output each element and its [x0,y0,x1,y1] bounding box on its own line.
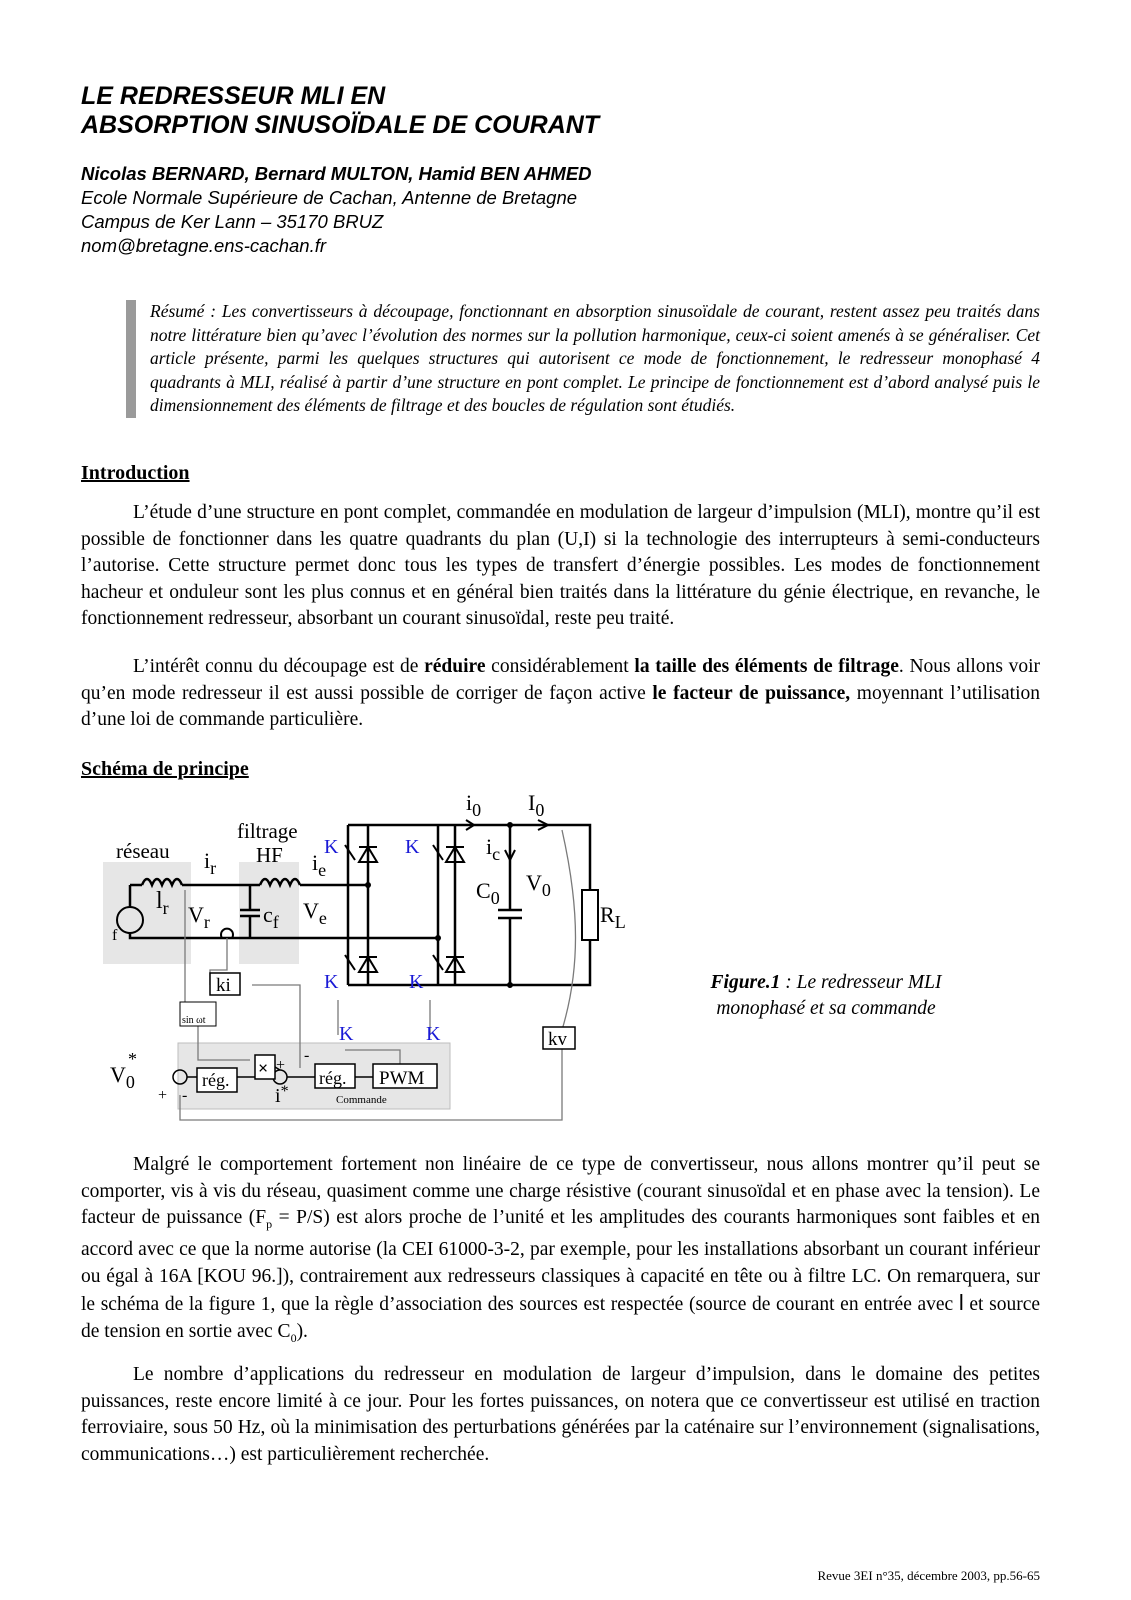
label-times: × [258,1058,269,1078]
bridge-wires [348,825,552,985]
author-institution: Ecole Normale Supérieure de Cachan, Antenne de Bretagne [81,187,578,208]
label-pwm: PWM [379,1068,425,1089]
label-lr: $l_r$ [156,888,169,918]
label-k-6: K [426,1023,441,1045]
author-block [81,162,592,258]
title-line-2: ABSORPTION SINUSOÏDALE DE COURANT [81,111,600,139]
label-cf: $c_f$ [263,902,279,932]
label-minus-2: - [304,1047,310,1064]
label-k-2: K [405,836,420,858]
label-ve: $V_e$ [303,898,327,928]
label-I0: $I_0$ [528,790,545,820]
label-c0: $C_0$ [476,878,500,908]
intro-paragraph-1: L’étude d’une structure en pont complet, commandée en modulation de largeur d’impulsion (MLI), montre qu’il est possible de fonctionner dans les quatre quadrants du plan (U,I) si la technologie des interrupteurs à semi-conducteurs l’autorise. Cette structure permet donc tous les types de transfert d’énergie possibles. Les modes de fonctionnement hacheur et onduleur sont les plus connus et en général bien traités dans la littérature du génie électrique, en revanche, le fonctionnement redresseur, absorbant un courant sinusoïdal, reste peu traité. [81,502,1040,629]
label-ki: ki [216,975,231,996]
label-kv: kv [548,1029,567,1050]
intro-paragraph-2: L’intérêt connu du découpage est de réduire considérablement la taille des éléments de filtrage. Nous allons voir qu’en mode redresseur il est aussi possible de corriger de façon active le facteur de puissance, moyennant l’utilisation d’une loi de commande particulière. [81,656,1041,730]
schema-heading: Schéma de principe [81,758,249,780]
body-paragraph-4: Le nombre d’applications du redresseur en modulation de largeur d’impulsion, dans le domaine des petites puissances, reste encore limité à ce jour. Pour les fortes puissances, on notera que ce convertisseur est utilisé en traction ferroviaire, sous 50 Hz, où la minimisation des perturbations générées par la caténaire sur l’environnement (signalisations, communications…) est particulièrement recherchée. [81,1364,1040,1465]
author-email: nom@bretagne.ens-cachan.fr [81,235,327,256]
label-k-5: K [339,1023,354,1045]
title-line-1: LE REDRESSEUR MLI EN [81,82,386,110]
label-v0star-star: * [128,1049,137,1069]
figure-1-caption: Figure.1 : Le redresseur MLI monophasé et sa commande [710,972,942,1019]
label-ie: $i_e$ [312,850,327,880]
label-reg-2: rég. [319,1068,347,1088]
label-v0: $V_0$ [526,870,551,900]
label-minus-1: - [182,1087,188,1104]
label-k-4: K [409,971,424,993]
label-i0: $i_0$ [466,790,482,820]
figure-1-schematic [100,790,626,1136]
current-sensor [221,929,233,938]
introduction-heading: Introduction [81,462,190,484]
resistor-rl [582,890,598,940]
label-hf: HF [256,843,283,867]
circuit-diagram [100,790,626,1136]
label-plus-1: + [158,1087,168,1104]
diode-group [359,847,464,972]
page-footer: Revue 3EI n°35, décembre 2003, pp.56-65 [817,1568,1040,1583]
reseau-block [103,862,191,964]
label-k-3: K [324,971,339,993]
author-address: Campus de Ker Lann – 35170 BRUZ [81,211,384,232]
label-rl: $R_L$ [600,902,626,932]
label-plus-2: + [276,1057,286,1074]
label-ic: $i_c$ [486,834,501,864]
body-paragraph-3: Malgré le comportement fortement non linéaire de ce type de convertisseur, nous allons montrer qu’il peut se comporter, vis à vis du réseau, quasiment comme une charge résistive (courant sinusoïdal et en phase avec la tension). Le facteur de puissance $(F_p = P/S)$ est alors proche de l’unité et les amplitudes des courants harmoniques sont faibles et en accord avec ce que la norme autorise (la CEI 61000-3-2, par exemple, pour les installations absorbant un courant inférieur ou égal à 16A [KOU 96.]), contrairement aux redresseurs classiques à capacité en tête ou à filtre LC. On remarquera, sur le schéma de la figure 1, que la règle d’association des sources est respectée (source de courant en entrée avec l et source de tension en sortie avec $C_0$). [81,1154,1041,1345]
label-filtrage: filtrage [237,819,298,843]
label-vr: $V_r$ [188,902,210,932]
label-istar: i* [275,1083,289,1107]
label-v0star: $V_0$ [110,1062,135,1092]
label-f: f [112,927,118,944]
label-sinwt: sin ωt [182,1015,206,1026]
label-ir: $i_r$ [204,848,217,878]
paper-title [81,82,981,140]
label-commande: Commande [336,1094,387,1106]
label-reseau: réseau [116,839,170,863]
label-k-1: K [324,836,339,858]
author-names: Nicolas BERNARD, Bernard MULTON, Hamid BEN AHMED [81,163,592,184]
abstract: Résumé : Les convertisseurs à découpage, fonctionnant en absorption sinusoïdale de courant, restent assez peu traités dans notre littérature bien qu’avec l’évolution des normes sur la pollution harmonique, ceux-ci soient amenés à se généraliser. Cet article présente, parmi les quelques structures qui autorisent ce mode de fonctionnement, le redresseur monophasé 4 quadrants à MLI, réalisé à partir d’une structure en pont complet. Le principe de fonctionnement est d’abord analysé puis le dimensionnement des éléments de filtrage et des boucles de régulation sont étudiés. [126,300,1040,418]
label-reg-1: rég. [202,1070,230,1090]
capacitor-c0 [498,825,522,985]
